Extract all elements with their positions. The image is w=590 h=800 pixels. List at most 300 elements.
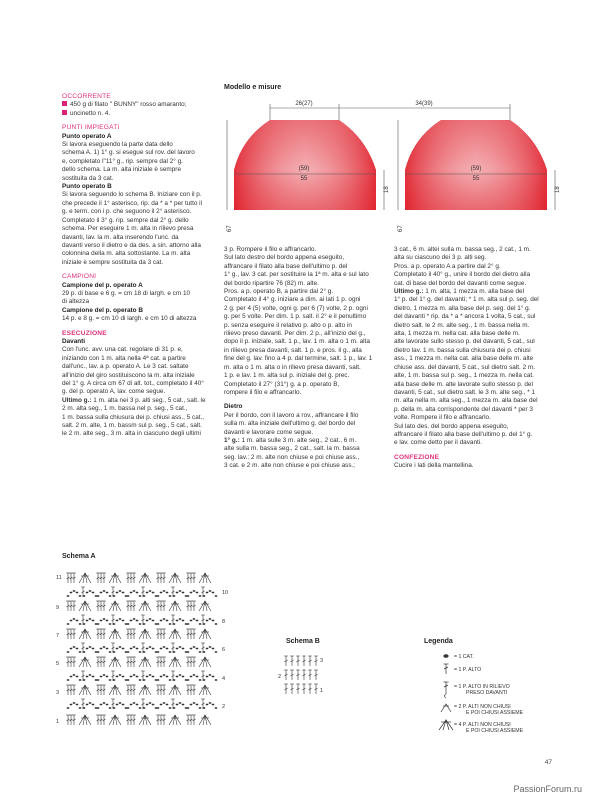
ultimo-line: 2 m. alta seg., 1 m. bassa nel p. seg., 5 cat.,	[62, 405, 188, 413]
stitch-dc	[72, 601, 76, 611]
stitch-dc	[69, 685, 73, 695]
row-label: 8	[222, 619, 226, 625]
mid-line: Pros. a p. operato B, a partire dal 2° g.	[224, 288, 334, 296]
row-label: 1	[56, 719, 60, 725]
stitch-fan	[169, 573, 181, 583]
dim-side: 18	[555, 186, 561, 193]
stitch-dc	[159, 657, 163, 667]
ultimo-line: Ultimo g.: 1 m. alta nei 3 p. alti seg., 5 cat., salt. le	[62, 396, 206, 404]
stitch-dc	[66, 629, 70, 639]
mid-line: 2 g. per 4 (5) volte, ogni g. per 6 (7) volte, 2 p. ogni	[224, 304, 368, 312]
mid-line: del bordo ripartire 76 (82) m. alte.	[224, 279, 319, 287]
right-column	[394, 246, 554, 471]
stitch-chain	[97, 590, 112, 597]
stitch-dc	[296, 656, 300, 666]
legend-label: = 2 P. ALTI NON CHIUSI E POI CHIUSI ASSIEME	[454, 704, 524, 716]
stitch-dc	[126, 715, 130, 725]
right-line: cat. di base del bordo del davanti come segue.	[394, 279, 527, 287]
esecuzione-title: ESECUZIONE	[62, 329, 107, 337]
stitch-chain	[187, 702, 202, 709]
stitch-fan	[139, 629, 151, 639]
stitch-dc	[96, 601, 100, 611]
dc2tog-icon	[441, 704, 451, 712]
stitch-dc	[296, 684, 300, 694]
stitch-dc	[189, 573, 193, 583]
stitch-dc	[69, 573, 73, 583]
stitch-chain	[67, 646, 82, 653]
stitch-chain	[187, 590, 202, 597]
punto-a-line: sostituita da 3 cat.	[62, 174, 114, 182]
stitch-dc	[192, 629, 196, 639]
stitch-chain	[127, 674, 142, 681]
dietro-line: davanti e lavorare come segue.	[224, 428, 314, 436]
stitch-chain	[83, 590, 98, 597]
stitch-dc	[284, 684, 288, 694]
stitch-fan	[109, 657, 121, 667]
stitch-chain	[83, 646, 98, 653]
stitch-dc	[99, 601, 103, 611]
stitch-dc	[99, 573, 103, 583]
davanti-line: dall'unc., lav. a p. operato A. Le 3 cat. saltate	[62, 363, 189, 371]
stitch-chain	[83, 618, 98, 625]
right-line: davanti, 5 cat., sul dietro salt. le 3 m. alte seg., * 1	[394, 388, 536, 396]
stitch-chain	[203, 618, 218, 625]
dietro-line: 1° g.: 1 m. alta sulle 3 m. alte seg., 2 cat., 6 m.	[224, 436, 357, 444]
stitch-dc	[72, 573, 76, 583]
right-line: affrancare il filato alla base dell'ultimo p. del 1° g.	[394, 430, 533, 438]
right-line: ass., 1 mezza m. nella cat. alla base delle m. alte	[394, 355, 534, 363]
stitch-dc	[296, 670, 300, 680]
stitch-dc	[102, 629, 106, 639]
stitch-chain	[173, 702, 188, 709]
campione-a-label: Campione del p. operato A	[62, 281, 143, 289]
stitch-dc	[102, 573, 106, 583]
stitch-dc	[66, 657, 70, 667]
stitch-chain	[157, 646, 172, 653]
stitch-chain	[157, 590, 172, 597]
stitch-dc	[159, 715, 163, 725]
stitch-chain	[203, 590, 218, 597]
punto-a-line: Si lavora eseguendo la parte data dello	[62, 141, 173, 149]
occorrente-title: OCCORRENTE	[62, 93, 111, 100]
stitch-chain	[157, 618, 172, 625]
stitch-fan	[79, 629, 91, 639]
watermark: PassionForum.ru	[513, 784, 582, 794]
stitch-chain	[203, 646, 218, 653]
stitch-fan	[199, 685, 211, 695]
stitch-fan	[79, 715, 91, 725]
dim-bottom: 67	[227, 225, 233, 232]
stitch-chain	[127, 702, 142, 709]
ultimo-line: le 2 m. alte seg., 3 m. alta in ciascuno degli ultimi	[62, 430, 201, 438]
stitch-fan	[169, 657, 181, 667]
stitch-dc	[66, 715, 70, 725]
punto-b-line: davanti, lav. la m. alta inserendo l'unc. da	[62, 233, 179, 241]
stitch-chain	[113, 646, 128, 653]
stitch-dc	[186, 573, 190, 583]
stitch-dc	[308, 684, 312, 694]
stitch-dc	[308, 656, 312, 666]
stitch-dc	[314, 684, 318, 694]
stitch-dc	[162, 657, 166, 667]
mid-line: in rilievo presa davanti, salt. 1 p. e pros. il g., alla	[224, 346, 362, 354]
dim-mid-alt: (59)	[470, 166, 482, 172]
campione-a-line: di altezza	[62, 298, 89, 306]
stitch-fan	[199, 657, 211, 667]
stitch-dc	[132, 715, 136, 725]
right-line: dietro lav. 1 m. bassa sulla chiusura dei p. chiusi	[394, 346, 531, 354]
left-column	[62, 93, 214, 439]
row-label: 2	[278, 674, 282, 680]
stitch-dc	[126, 685, 130, 695]
stitch-dc	[126, 573, 130, 583]
stitch-dc	[132, 573, 136, 583]
stitch-fan	[79, 573, 91, 583]
stitch-chain	[113, 590, 128, 597]
campione-a-line: 29 p. di base e 6 g. = cm 18 di largh. e cm 10	[62, 289, 191, 297]
stitch-dc	[156, 601, 160, 611]
stitch-dc	[66, 573, 70, 583]
stitch-dc	[159, 685, 163, 695]
right-line: dietro, 1 mezza m. alla base del p. seg. del 1° g.	[394, 304, 531, 312]
stitch-chain	[143, 674, 158, 681]
stitch-dc	[156, 657, 160, 667]
stitch-chain	[187, 646, 202, 653]
stitch-dc	[156, 573, 160, 583]
dietro-line: 3 cat. e 2 m. alte non chiuse e poi chiuse ass.;	[224, 462, 356, 470]
confezione-title: CONFEZIONE	[394, 453, 440, 461]
stitch-fan	[79, 601, 91, 611]
confezione-text: Cucire i lati della mantellina.	[394, 462, 474, 470]
stitch-dc	[162, 685, 166, 695]
legenda-title: Legenda	[424, 638, 453, 645]
row-label: 7	[56, 633, 60, 639]
right-line: 1° p. del 1° g. del davanti; * 1 m. alta sul p. seg. del	[394, 296, 539, 304]
dietro-line: alte sulla m. bassa seg., 2 cat., salt. la m. bassa	[224, 445, 360, 453]
stitch-dc	[132, 629, 136, 639]
legend-label: = 1 P. ALTO IN RILIEVO PRESO DAVANTI	[454, 684, 510, 696]
mid-line: m. alta o 1 m. alta o in rilievo presa davanti, salt.	[224, 363, 361, 371]
schema-b-chart	[278, 650, 338, 710]
stitch-chain	[143, 590, 158, 597]
stitch-dc	[132, 657, 136, 667]
dietro-title: Dietro	[224, 403, 243, 411]
stitch-fan	[199, 573, 211, 583]
stitch-dc	[96, 629, 100, 639]
stitch-dc	[159, 573, 163, 583]
stitch-dc	[69, 629, 73, 639]
fpdc-icon	[444, 682, 449, 698]
campione-b-label: Campione del p. operato B	[62, 306, 143, 314]
punto-b-title: Punto operato B	[62, 183, 112, 191]
right-line: volte. Rompere il filo e affrancarlo.	[394, 414, 491, 422]
stitch-dc	[99, 657, 103, 667]
dim-top: 26(27)	[295, 101, 313, 107]
stitch-dc	[290, 656, 294, 666]
row-label: 4	[222, 676, 226, 682]
stitch-dc	[102, 715, 106, 725]
stitch-dc	[284, 656, 288, 666]
stitch-fan	[109, 601, 121, 611]
punto-b-line: davanti verso il dietro e da des. a sin. attorno alla	[62, 241, 201, 249]
stitch-fan	[169, 629, 181, 639]
stitch-chain	[173, 646, 188, 653]
stitch-dc	[156, 629, 160, 639]
right-line: alta su ciascuno dei 3 p. alti seg.	[394, 254, 487, 262]
modello-title: Modello e misure	[224, 84, 282, 91]
bullet-icon	[62, 110, 67, 115]
stitch-chain	[67, 618, 82, 625]
stitch-dc	[99, 629, 103, 639]
stitch-dc	[66, 601, 70, 611]
stitch-dc	[192, 601, 196, 611]
stitch-dc	[102, 685, 106, 695]
dietro-line: sulla m. alta iniziale dell'ultimo g. del bordo del	[224, 420, 356, 428]
stitch-chain	[127, 618, 142, 625]
row-label: 3	[320, 658, 324, 664]
occorrente-item: 450 g di filato " BUNNY" rosso amaranto;	[62, 101, 214, 109]
stitch-dc	[192, 657, 196, 667]
stitch-dc	[189, 685, 193, 695]
stitch-dc	[189, 715, 193, 725]
mid-line: Sul lato destro del bordo appena eseguito,	[224, 254, 345, 262]
legend-label: = 1 CAT.	[454, 654, 474, 660]
dim-span: 34(39)	[415, 101, 433, 107]
mid-line: fine del g. lav. fino a 4 p. dal termine, salt. 1 p., lav. 1	[224, 355, 373, 363]
mid-line: 1 p. e lav. 1 m. alta sul p. iniziale del g. prec.	[224, 372, 350, 380]
stitch-chain	[143, 646, 158, 653]
stitch-chain	[83, 674, 98, 681]
stitch-fan	[109, 715, 121, 725]
row-label: 6	[222, 647, 226, 653]
punto-b-line: che precede il 1° asterisco, rip. da * a * per tutto il	[62, 199, 203, 207]
stitch-dc	[132, 601, 136, 611]
stitch-dc	[72, 685, 76, 695]
mid-line: affrancare il filato alla base dell'ultimo p. del	[224, 262, 348, 270]
stitch-chain	[127, 646, 142, 653]
stitch-dc	[302, 670, 306, 680]
stitch-dc	[162, 601, 166, 611]
ultimo-line: 1 m. bassa sulla chiusura dei p. chiusi ass., 5 cat.,	[62, 413, 205, 421]
stitch-fan	[139, 573, 151, 583]
stitch-fan	[139, 685, 151, 695]
stitch-fan	[169, 601, 181, 611]
dim-mid: 55	[472, 176, 480, 182]
stitch-dc	[186, 657, 190, 667]
stitch-dc	[72, 715, 76, 725]
stitch-dc	[126, 657, 130, 667]
stitch-dc	[162, 573, 166, 583]
middle-column	[224, 246, 384, 471]
punto-a-line: schema A. 1) 1° g. si esegue sul rov. del lavoro	[62, 149, 195, 157]
mid-line: g. per 5 volte. Per dim. 1 p. salt. il 2° e il penultimo	[224, 313, 367, 321]
stitch-dc	[129, 715, 133, 725]
stitch-dc	[129, 573, 133, 583]
stitch-chain	[203, 674, 218, 681]
punto-a-title: Punto operato A	[62, 132, 112, 140]
stitch-dc	[314, 656, 318, 666]
stitch-dc	[99, 685, 103, 695]
stitch-dc	[186, 715, 190, 725]
stitch-dc	[102, 601, 106, 611]
dim-mid-alt: (59)	[298, 166, 310, 172]
stitch-chain	[97, 618, 112, 625]
davanti-line: Con l'unc. avv. una cat. regolare di 31 p. e,	[62, 346, 183, 354]
stitch-dc	[129, 657, 133, 667]
stitch-chain	[173, 618, 188, 625]
punto-b-line: Si lavora seguendo lo schema B. Iniziare con il p.	[62, 191, 202, 199]
mid-line: p. senza eseguire il relativo p. alto o p. alto in	[224, 321, 352, 329]
right-line: alta, 1 mezza m. nella cat. alla base delle m.	[394, 330, 520, 338]
davanti-line: del 1° g. A circa cm 67 di alt. tot., completato il 40°	[62, 380, 204, 387]
stitch-chain	[203, 702, 218, 709]
stitch-fan	[169, 685, 181, 695]
right-line: e lav. come detto per il davanti.	[394, 439, 482, 447]
stitch-fan	[109, 573, 121, 583]
mid-line: rompere il filo e affrancarlo.	[224, 388, 302, 396]
stitch-dc	[290, 670, 294, 680]
row-label: 10	[222, 590, 229, 596]
stitch-dc	[162, 715, 166, 725]
stitch-dc	[302, 656, 306, 666]
stitch-fan	[109, 629, 121, 639]
right-line: chiuse ass. del davanti, 5 cat., sul dietro salt. 2 m.	[394, 363, 536, 371]
right-line: Pros. a p. operato A a partire dal 2° g.	[394, 262, 501, 270]
stitch-chain	[97, 702, 112, 709]
stitch-dc	[69, 601, 73, 611]
davanti-line: g. del p. operato A, lav. come segue.	[62, 388, 166, 396]
campioni-title: CAMPIONI	[62, 273, 97, 281]
punto-b-line: iniziale è sempre sostituita da 3 cat.	[62, 258, 164, 266]
legend-label: = 4 P. ALTI NON CHIUSI E POI CHIUSI ASSIEME	[454, 722, 524, 734]
stitch-dc	[302, 684, 306, 694]
row-label: 5	[56, 661, 60, 667]
page-number: 47	[544, 759, 552, 766]
punto-b-line: colonnina della m. alta sottostante. La m. alta	[62, 250, 191, 258]
row-label: 9	[56, 605, 60, 611]
chain-icon	[444, 655, 448, 658]
right-line: Ultimo g.: 1 m. alta, 1 mezza m. alla base del	[394, 288, 524, 296]
stitch-chain	[187, 674, 202, 681]
schema-b-title: Schema B	[286, 638, 320, 645]
stitch-fan	[139, 715, 151, 725]
back-panel-shape	[405, 120, 547, 210]
stitch-dc	[192, 573, 196, 583]
ultimo-line: salt. 2 m. alte, 1 m. bassm sul p. seg., 5 cat., salt.	[62, 422, 202, 430]
stitch-dc	[159, 629, 163, 639]
measurement-diagram	[224, 92, 559, 242]
davanti-title: Davanti	[62, 337, 86, 345]
right-line: dietro salt. le 2 m. alte seg., 1 m. bassa nella m.	[394, 321, 530, 329]
punto-b-line: schema. Per eseguire 1 m. alta in rilievo presa	[62, 225, 194, 233]
stitch-dc	[290, 684, 294, 694]
stitch-chain	[83, 702, 98, 709]
dim-mid: 55	[300, 176, 308, 182]
stitch-dc	[186, 685, 190, 695]
row-label: 3	[56, 690, 60, 696]
stitch-dc	[69, 657, 73, 667]
punto-a-line: dello schema. La m. alta iniziale è sempre	[62, 166, 181, 174]
stitch-dc	[186, 601, 190, 611]
stitch-dc	[189, 629, 193, 639]
stitch-chain	[157, 674, 172, 681]
stitch-dc	[192, 685, 196, 695]
bullet-icon	[62, 101, 67, 106]
stitch-dc	[162, 629, 166, 639]
stitch-chain	[173, 590, 188, 597]
stitch-chain	[173, 674, 188, 681]
stitch-chain	[143, 702, 158, 709]
schema-a-chart	[56, 565, 236, 743]
stitch-dc	[96, 715, 100, 725]
stitch-fan	[79, 657, 91, 667]
punto-b-line: Completato il 3° g. rip. sempre dal 2° g. dello	[62, 216, 189, 224]
right-line: p. della m. alta corrispondente del davanti * per 3	[394, 405, 533, 413]
mid-line: Completato il 4° g. iniziare a dim. ai lati 1 p. ogni	[224, 296, 361, 304]
stitch-chain	[187, 618, 202, 625]
punto-b-line: g. e term. con i p. che seguono il 2° asterisco.	[62, 208, 192, 216]
mid-line: rilievo preso davanti. Per dim. 2 p., all'inizio del g.,	[224, 330, 366, 338]
stitch-dc	[126, 629, 130, 639]
stitch-dc	[156, 715, 160, 725]
campione-b-line: 14 p. e 8 g. = cm 10 di largh. e cm 10 di altezza	[62, 315, 197, 323]
stitch-chain	[113, 674, 128, 681]
stitch-chain	[97, 646, 112, 653]
legenda-box	[420, 650, 560, 740]
stitch-chain	[127, 590, 142, 597]
dim-side: 18	[384, 186, 390, 193]
dietro-line: seg. lav.: 2 m. alte non chiuse e poi chiuse ass.,	[224, 453, 360, 461]
row-label: 1	[320, 688, 324, 694]
stitch-dc	[96, 657, 100, 667]
stitch-chain	[143, 618, 158, 625]
stitch-dc	[129, 685, 133, 695]
stitch-chain	[67, 674, 82, 681]
stitch-fan	[109, 685, 121, 695]
davanti-line: all'inizio del giro sostituiscono la m. alta iniziale	[62, 371, 195, 379]
dc4tog-icon	[439, 720, 453, 730]
stitch-dc	[69, 715, 73, 725]
legend-label: = 1 P. ALTO	[454, 667, 482, 673]
stitch-fan	[199, 601, 211, 611]
dim-bottom: 67	[398, 225, 404, 232]
row-label: 11	[56, 575, 62, 581]
mid-line: Completato il 27° (31°) g. a p. operato B,	[224, 380, 340, 388]
right-line: m. alta nella m. alta seg., 1 mezza m. alla base del	[394, 397, 538, 405]
stitch-dc	[186, 629, 190, 639]
right-line: Completato il 40° g., unire il bordo del dietro alla	[394, 271, 531, 279]
mid-line: 3 p. Rompere il filo e affrancarlo.	[224, 246, 317, 253]
stitch-chain	[113, 618, 128, 625]
stitch-fan	[199, 629, 211, 639]
stitch-chain	[113, 702, 128, 709]
front-panel-shape	[234, 120, 376, 210]
davanti-line: iniziando con 1 m. alta nella 4ª cat. a partire	[62, 354, 186, 362]
stitch-fan	[139, 657, 151, 667]
punti-title: PUNTI IMPIEGATI	[62, 124, 120, 132]
stitch-dc	[72, 629, 76, 639]
stitch-chain	[157, 702, 172, 709]
stitch-chain	[67, 590, 82, 597]
stitch-dc	[129, 629, 133, 639]
stitch-fan	[79, 685, 91, 695]
mid-line: 1° g., lav. 3 cat. per sostituire la 1ª m. alta e sul lato	[224, 271, 369, 279]
stitch-dc	[129, 601, 133, 611]
stitch-chain	[97, 674, 112, 681]
stitch-dc	[126, 601, 130, 611]
schema-a-title: Schema A	[62, 553, 96, 560]
stitch-fan	[169, 715, 181, 725]
